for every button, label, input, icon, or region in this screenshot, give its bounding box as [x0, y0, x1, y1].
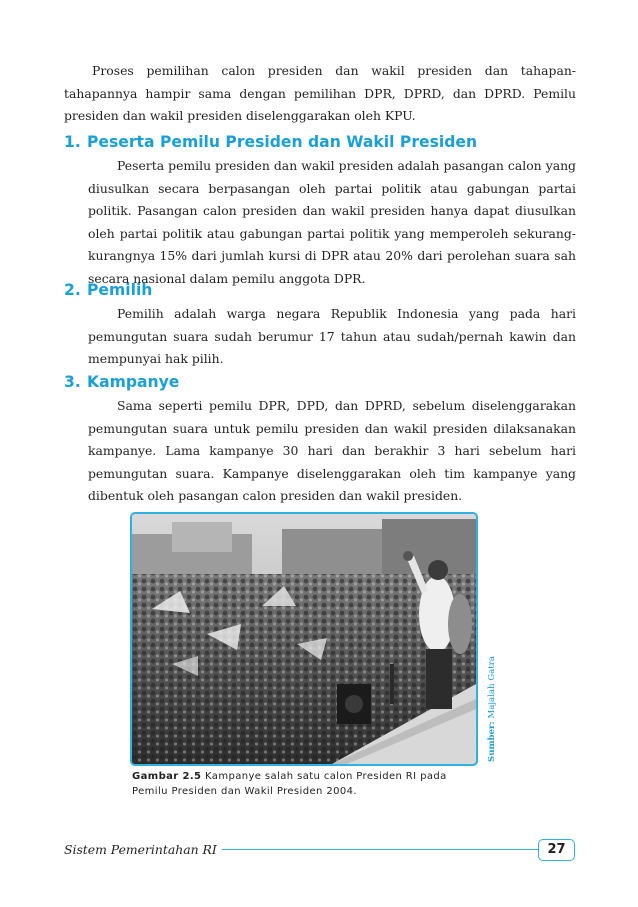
section-heading-peserta — [64, 133, 477, 151]
figure-caption — [132, 769, 472, 799]
section-title: Kampanye — [87, 373, 180, 391]
intro-paragraph: Proses pemilihan calon presiden dan wakil presiden dan tahapan-tahapannya hampir sama dengan pemilihan DPR, DPRD, dan DPRD. Pemilu presiden dan wakil presiden diselenggarakan oleh KPU. — [64, 63, 576, 124]
section-heading-pemilih — [64, 281, 152, 299]
source-name: Majalah Gatra — [487, 656, 497, 719]
section-heading-kampanye — [64, 373, 179, 391]
section-body-peserta: Peserta pemilu presiden dan wakil presiden adalah pasangan calon yang diusulkan secara berpasangan oleh partai politik atau gabungan partai politik. Pasangan calon presiden dan wakil presiden hanya dapat diusulkan oleh partai politik atau gabungan partai politik yang memperoleh sekurang-kurangnya 15% dari jumlah kursi di DPR atau 20% dari perolehan suara sah secara nasional dalam pemilu anggota DPR. — [88, 158, 576, 286]
footer-divider — [222, 849, 540, 850]
section-title: Peserta Pemilu Presiden dan Wakil Presiden — [87, 133, 478, 151]
page-number-badge: 27 — [538, 839, 575, 861]
section-number: 2. — [64, 281, 81, 299]
section-body-kampanye: Sama seperti pemilu DPR, DPD, dan DPRD, sebelum diselenggarakan pemungutan suara untuk pemilu presiden dan wakil presiden dilaksanakan kampanye. Lama kampanye 30 hari dan berakhir 3 hari sebelum hari pemungutan suara. Kampanye diselenggarakan oleh tim kampanye yang dibentuk oleh pasangan calon presiden dan wakil presiden. — [88, 398, 576, 504]
section-number: 3. — [64, 373, 81, 391]
source-label: Sumber: — [487, 721, 497, 762]
campaign-photo-frame — [130, 512, 478, 766]
section-title: Pemilih — [87, 281, 153, 299]
footer-book-title: Sistem Pemerintahan RI — [64, 842, 217, 857]
figure-caption-text: Kampanye salah satu calon Presiden RI pada Pemilu Presiden dan Wakil Presiden 2004. — [132, 771, 447, 797]
section-body-pemilih: Pemilih adalah warga negara Republik Indonesia yang pada hari pemungutan suara sudah berumur 17 tahun atau sudah/pernah kawin dan mempunyai hak pilih. — [88, 306, 576, 367]
figure-source-credit — [487, 656, 497, 762]
section-number: 1. — [64, 133, 81, 151]
figure-caption-label: Gambar 2.5 — [132, 771, 202, 782]
campaign-photo — [132, 514, 476, 764]
